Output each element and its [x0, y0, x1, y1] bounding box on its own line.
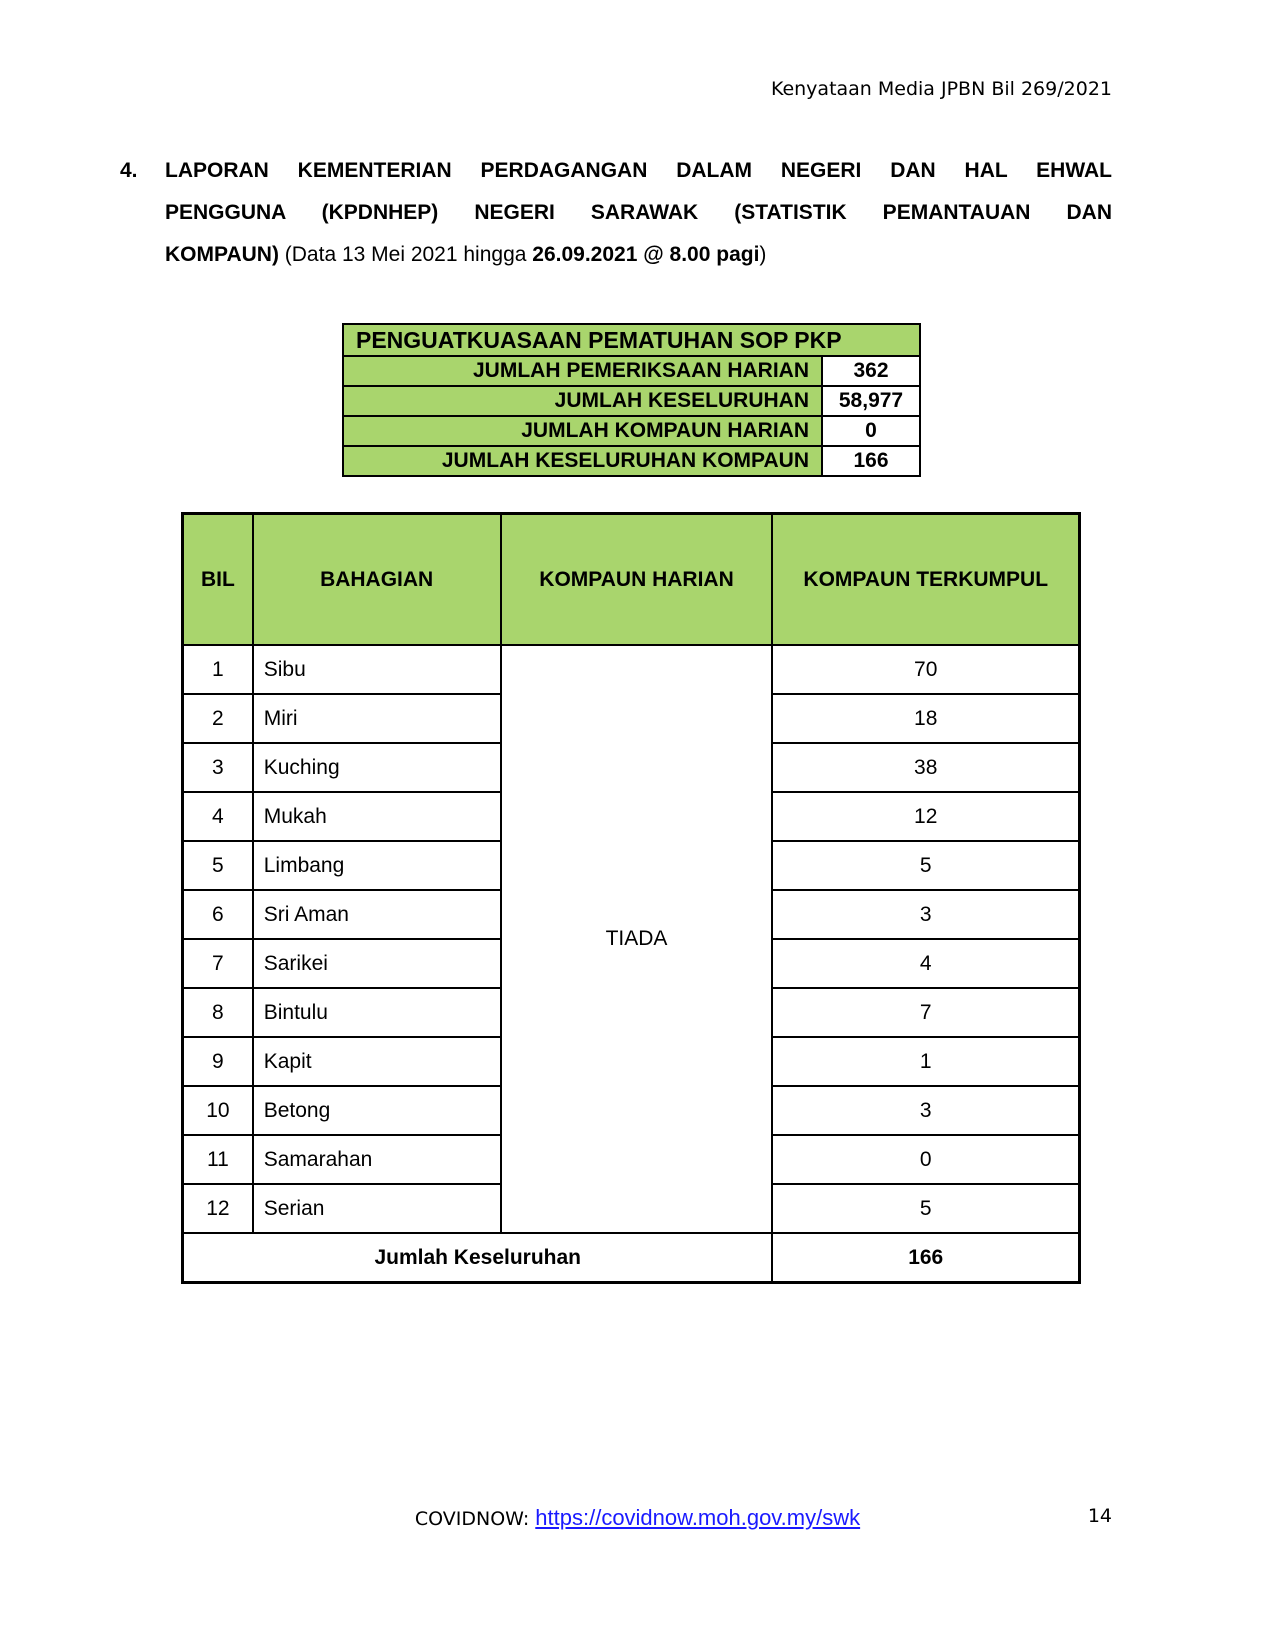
row-bahagian: Bintulu	[253, 988, 501, 1037]
summary-label: JUMLAH KESELURUHAN KOMPAUN	[343, 446, 822, 476]
row-bil: 9	[183, 1037, 253, 1086]
row-bil: 7	[183, 939, 253, 988]
header-bahagian: BAHAGIAN	[253, 514, 501, 646]
date-range-text: (Data 13 Mei 2021 hingga	[278, 243, 533, 266]
summary-value: 0	[822, 416, 920, 446]
row-bahagian: Limbang	[253, 841, 501, 890]
row-bil: 2	[183, 694, 253, 743]
summary-table	[342, 323, 921, 477]
total-value: 166	[772, 1233, 1079, 1283]
summary-title: PENGUATKUASAAN PEMATUHAN SOP PKP	[343, 324, 920, 356]
total-row	[183, 1233, 1080, 1283]
section-title-line-3	[165, 234, 1112, 276]
summary-row	[343, 416, 920, 446]
row-terkumpul: 7	[772, 988, 1079, 1037]
document-reference: Kenyataan Media JPBN Bil 269/2021	[770, 78, 1112, 100]
row-bil: 10	[183, 1086, 253, 1135]
row-bil: 3	[183, 743, 253, 792]
row-bahagian: Betong	[253, 1086, 501, 1135]
page-number: 14	[1087, 1505, 1112, 1527]
header-bil: BIL	[183, 514, 253, 646]
date-range-close: )	[759, 243, 767, 266]
date-range-end: 26.09.2021 @ 8.00 pagi	[532, 243, 760, 266]
covidnow-link[interactable]: https://covidnow.moh.gov.my/swk	[535, 1505, 861, 1530]
row-terkumpul: 3	[772, 890, 1079, 939]
summary-label: JUMLAH KOMPAUN HARIAN	[343, 416, 822, 446]
section-heading	[120, 150, 1112, 276]
summary-value: 362	[822, 356, 920, 386]
header-kompaun-terkumpul: KOMPAUN TERKUMPUL	[772, 514, 1079, 646]
row-bil: 5	[183, 841, 253, 890]
header-kompaun-harian: KOMPAUN HARIAN	[501, 514, 773, 646]
row-bahagian: Mukah	[253, 792, 501, 841]
row-bil: 12	[183, 1184, 253, 1233]
section-title-end: KOMPAUN)	[165, 243, 279, 266]
summary-row	[343, 446, 920, 476]
footer-prefix: COVIDNOW:	[414, 1508, 536, 1530]
row-terkumpul: 38	[772, 743, 1079, 792]
row-terkumpul: 5	[772, 841, 1079, 890]
row-terkumpul: 4	[772, 939, 1079, 988]
summary-value: 166	[822, 446, 920, 476]
row-terkumpul: 3	[772, 1086, 1079, 1135]
row-bahagian: Sri Aman	[253, 890, 501, 939]
row-bahagian: Miri	[253, 694, 501, 743]
row-bahagian: Kapit	[253, 1037, 501, 1086]
summary-row	[343, 356, 920, 386]
summary-row	[343, 386, 920, 416]
total-label: Jumlah Keseluruhan	[183, 1233, 773, 1283]
section-title-line-2: PENGGUNA (KPDNHEP) NEGERI SARAWAK (STATISTIK PEMANTAUAN DAN	[165, 201, 1112, 224]
row-terkumpul: 0	[772, 1135, 1079, 1184]
summary-value: 58,977	[822, 386, 920, 416]
page-footer	[0, 1505, 1275, 1531]
row-bil: 4	[183, 792, 253, 841]
row-terkumpul: 18	[772, 694, 1079, 743]
row-terkumpul: 1	[772, 1037, 1079, 1086]
row-bil: 11	[183, 1135, 253, 1184]
row-bahagian: Serian	[253, 1184, 501, 1233]
row-bahagian: Sarikei	[253, 939, 501, 988]
row-terkumpul: 12	[772, 792, 1079, 841]
kompaun-harian-value: TIADA	[501, 645, 773, 1233]
table-header-row	[183, 514, 1080, 646]
summary-label: JUMLAH KESELURUHAN	[343, 386, 822, 416]
row-bil: 6	[183, 890, 253, 939]
table-row	[183, 645, 1080, 694]
compound-table	[181, 512, 1081, 1284]
row-terkumpul: 70	[772, 645, 1079, 694]
section-number: 4.	[120, 159, 138, 182]
row-bahagian: Sibu	[253, 645, 501, 694]
row-bil: 8	[183, 988, 253, 1037]
row-bil: 1	[183, 645, 253, 694]
row-bahagian: Samarahan	[253, 1135, 501, 1184]
row-terkumpul: 5	[772, 1184, 1079, 1233]
row-bahagian: Kuching	[253, 743, 501, 792]
summary-label: JUMLAH PEMERIKSAAN HARIAN	[343, 356, 822, 386]
section-title-line-1: LAPORAN KEMENTERIAN PERDAGANGAN DALAM NEGERI DAN HAL EHWAL	[165, 159, 1112, 182]
